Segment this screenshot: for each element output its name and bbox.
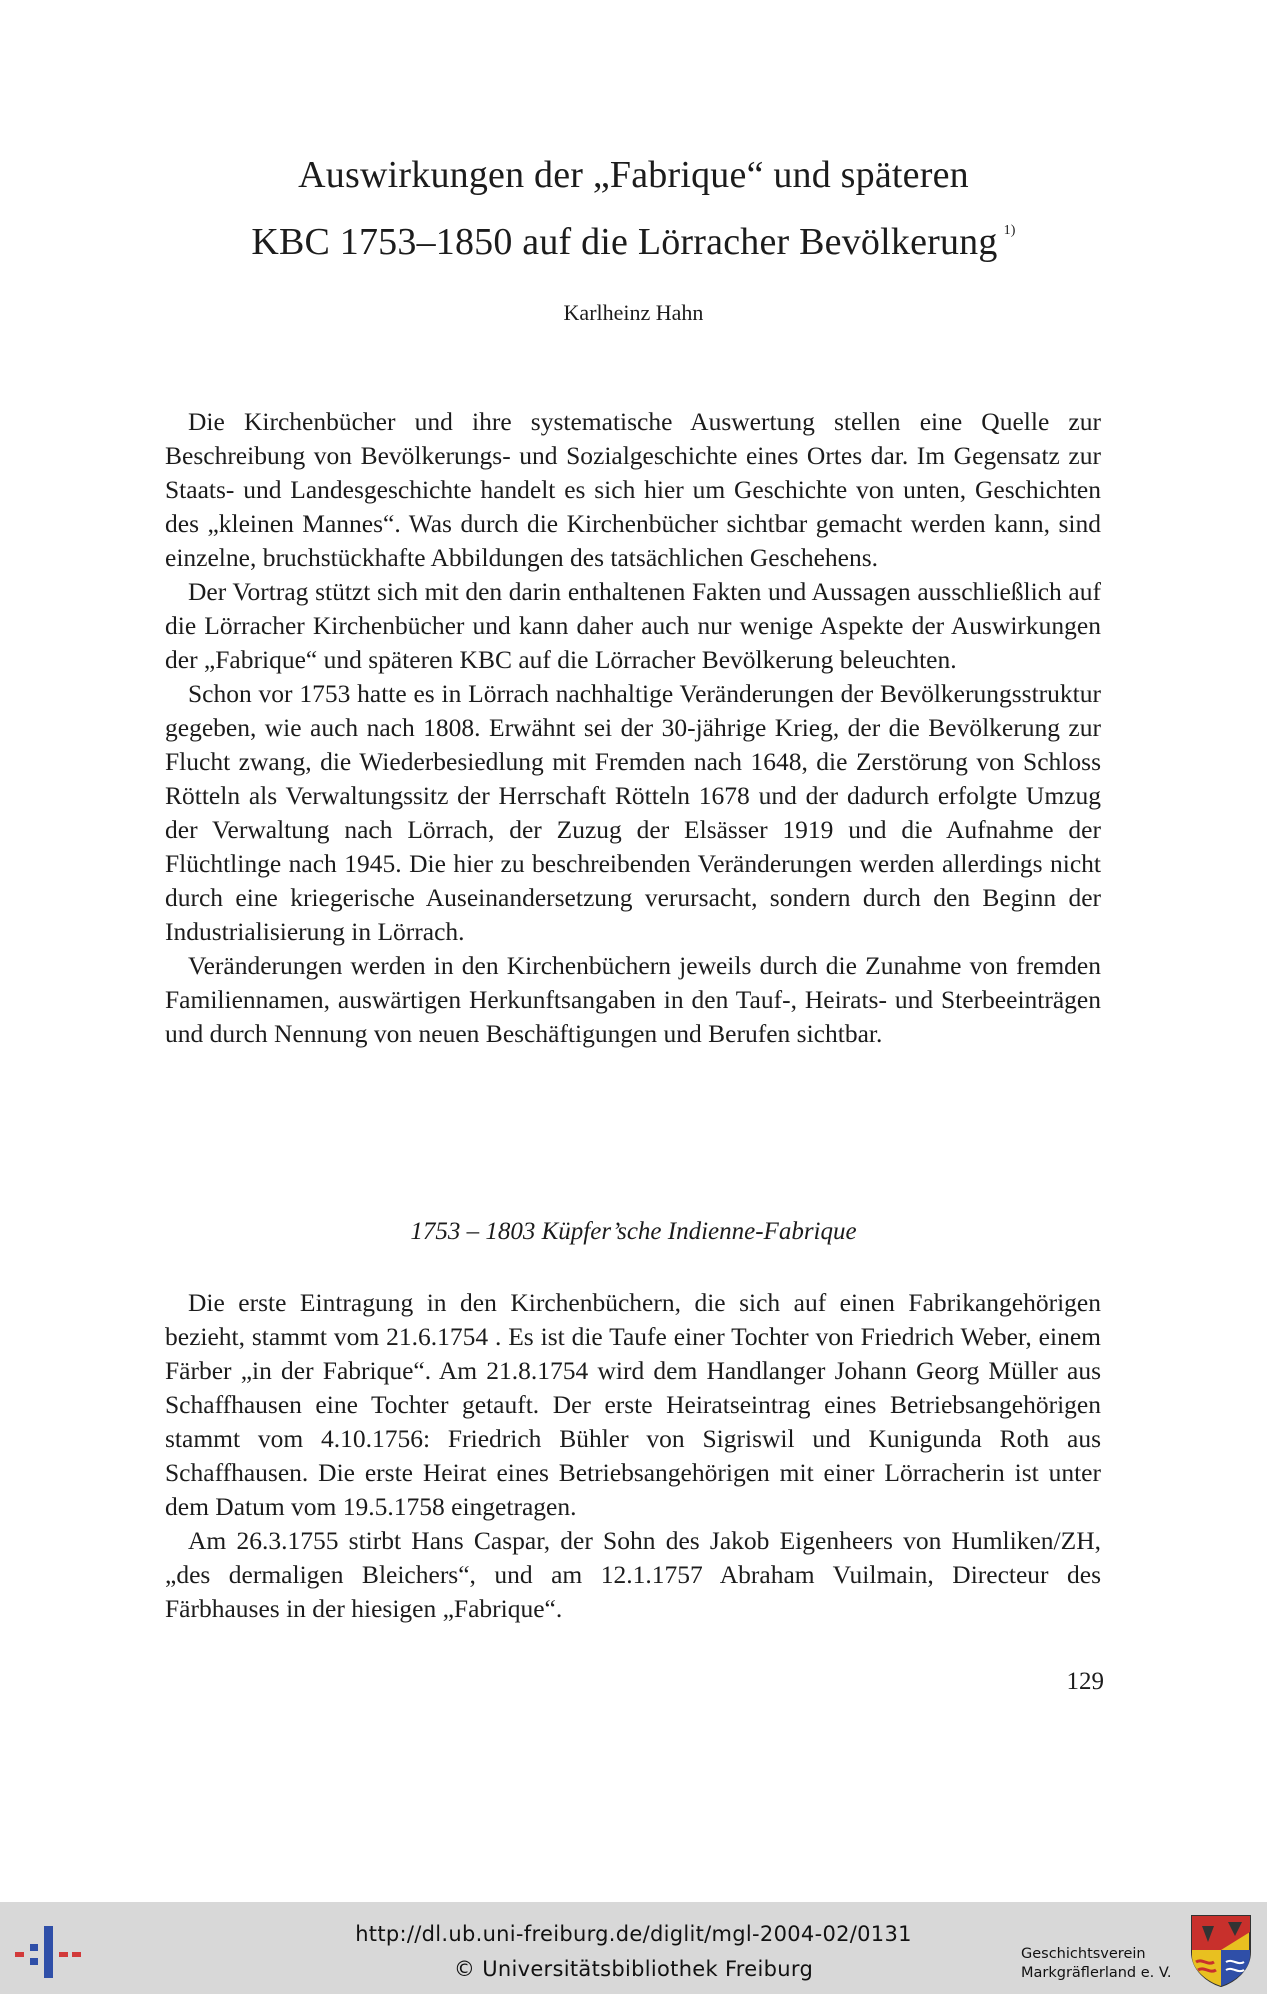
- paragraph: Die erste Eintragung in den Kirchenbüchern, die sich auf einen Fabrikangehörigen bezieht, stammt vom 21.6.1754 . Es ist die Taufe einer Tochter von Friedrich Weber, einem Färber „in der Fabrique“. Am 21.8.1754 wird dem Handlanger Johann Georg Müller aus Schaffhausen eine Tochter getauft. Der erste Heiratseintrag eines Betriebsangehörigen stammt vom 4.10.1756: Friedrich Bühler von Sigriswil und Kunigunda Roth aus Schaffhausen. Die erste Heirat eines Betriebsangehörigen mit einer Lörracherin ist unter dem Datum vom 19.5.1758 eingetragen.: [165, 1288, 1101, 1521]
- section-heading: 1753 – 1803 Küpfer’sche Indienne-Fabrique: [410, 1218, 857, 1245]
- paragraph: Schon vor 1753 hatte es in Lörrach nachhaltige Veränderungen der Bevölkerungsstruktur gegeben, wie auch nach 1808. Erwähnt sei der 30-jährige Krieg, der die Bevölkerung zur Flucht zwang, die Wiederbesiedlung mit Fremden nach 1648, die Zerstörung von Schloss Rötteln als Verwaltungssitz der Herrschaft Rötteln 1678 und der dadurch erfolgte Umzug der Verwaltung nach Lörrach, der Zuzug der Elsässer 1919 und die Aufnahme der Flüchtlinge nach 1945. Die hier zu beschreibenden Veränderungen werden allerdings nicht durch eine kriegerische Auseinandersetzung verursacht, sondern durch den Beginn der Industrialisierung in Lörrach.: [165, 679, 1101, 946]
- title-line-2: [0, 203, 1267, 270]
- footer-bar: [0, 1902, 1267, 1994]
- title-line-2-text: KBC 1753–1850 auf die Lörracher Bevölkerung: [251, 221, 998, 263]
- source-url-link[interactable]: http://dl.ub.uni-freiburg.de/diglit/mgl-2004-02/0131: [355, 1922, 912, 1946]
- page-title: [0, 148, 1267, 270]
- copyright-notice: © Universitätsbibliothek Freiburg: [453, 1957, 814, 1981]
- title-line-1: Auswirkungen der „Fabrique“ und späteren: [298, 154, 969, 196]
- paragraph: Veränderungen werden in den Kirchenbüchern jeweils durch die Zunahme von fremden Familiennamen, auswärtigen Herkunftsangaben in den Tauf-, Heirats- und Sterbeeinträgen und durch Nennung von neuen Beschäftigungen und Berufen sichtbar.: [165, 951, 1101, 1048]
- footnote-marker: 1): [1003, 223, 1016, 238]
- author-name: Karlheinz Hahn: [563, 300, 704, 325]
- society-line-1: Geschichtsverein: [1021, 1946, 1146, 1962]
- paragraph: Die Kirchenbücher und ihre systematische Auswertung stellen eine Quelle zur Beschreibung von Bevölkerungs- und Sozialgeschichte eines Ortes dar. Im Gegensatz zur Staats- und Landesgeschichte handelt es sich hier um Geschichte von unten, Geschichten des „kleinen Mannes“. Was durch die Kirchenbücher sichtbar gemacht werden kann, sind einzelne, bruchstückhafte Abbildungen des tatsächlichen Geschehens.: [165, 407, 1101, 572]
- coat-of-arms-icon[interactable]: [1188, 1912, 1254, 1988]
- society-line-2: Markgräflerland e. V.: [1021, 1965, 1172, 1981]
- paragraph: Am 26.3.1755 stirbt Hans Caspar, der Sohn des Jakob Eigenheers von Humliken/ZH, „des dermaligen Bleichers“, und am 12.1.1757 Abraham Vuilmain, Directeur des Färbhauses in der hiesigen „Fabrique“.: [165, 1526, 1101, 1623]
- fabrique-section: [165, 1286, 1101, 1626]
- page-number: 129: [1066, 1668, 1104, 1695]
- society-name: [1021, 1945, 1172, 1983]
- intro-section: [165, 405, 1101, 1051]
- paragraph: Der Vortrag stützt sich mit den darin enthaltenen Fakten und Aussagen ausschließlich auf die Lörracher Kirchenbücher und kann daher auch nur wenige Aspekte der Auswirkungen der „Fabrique“ und späteren KBC auf die Lörracher Bevölkerung beleuchten.: [165, 577, 1101, 674]
